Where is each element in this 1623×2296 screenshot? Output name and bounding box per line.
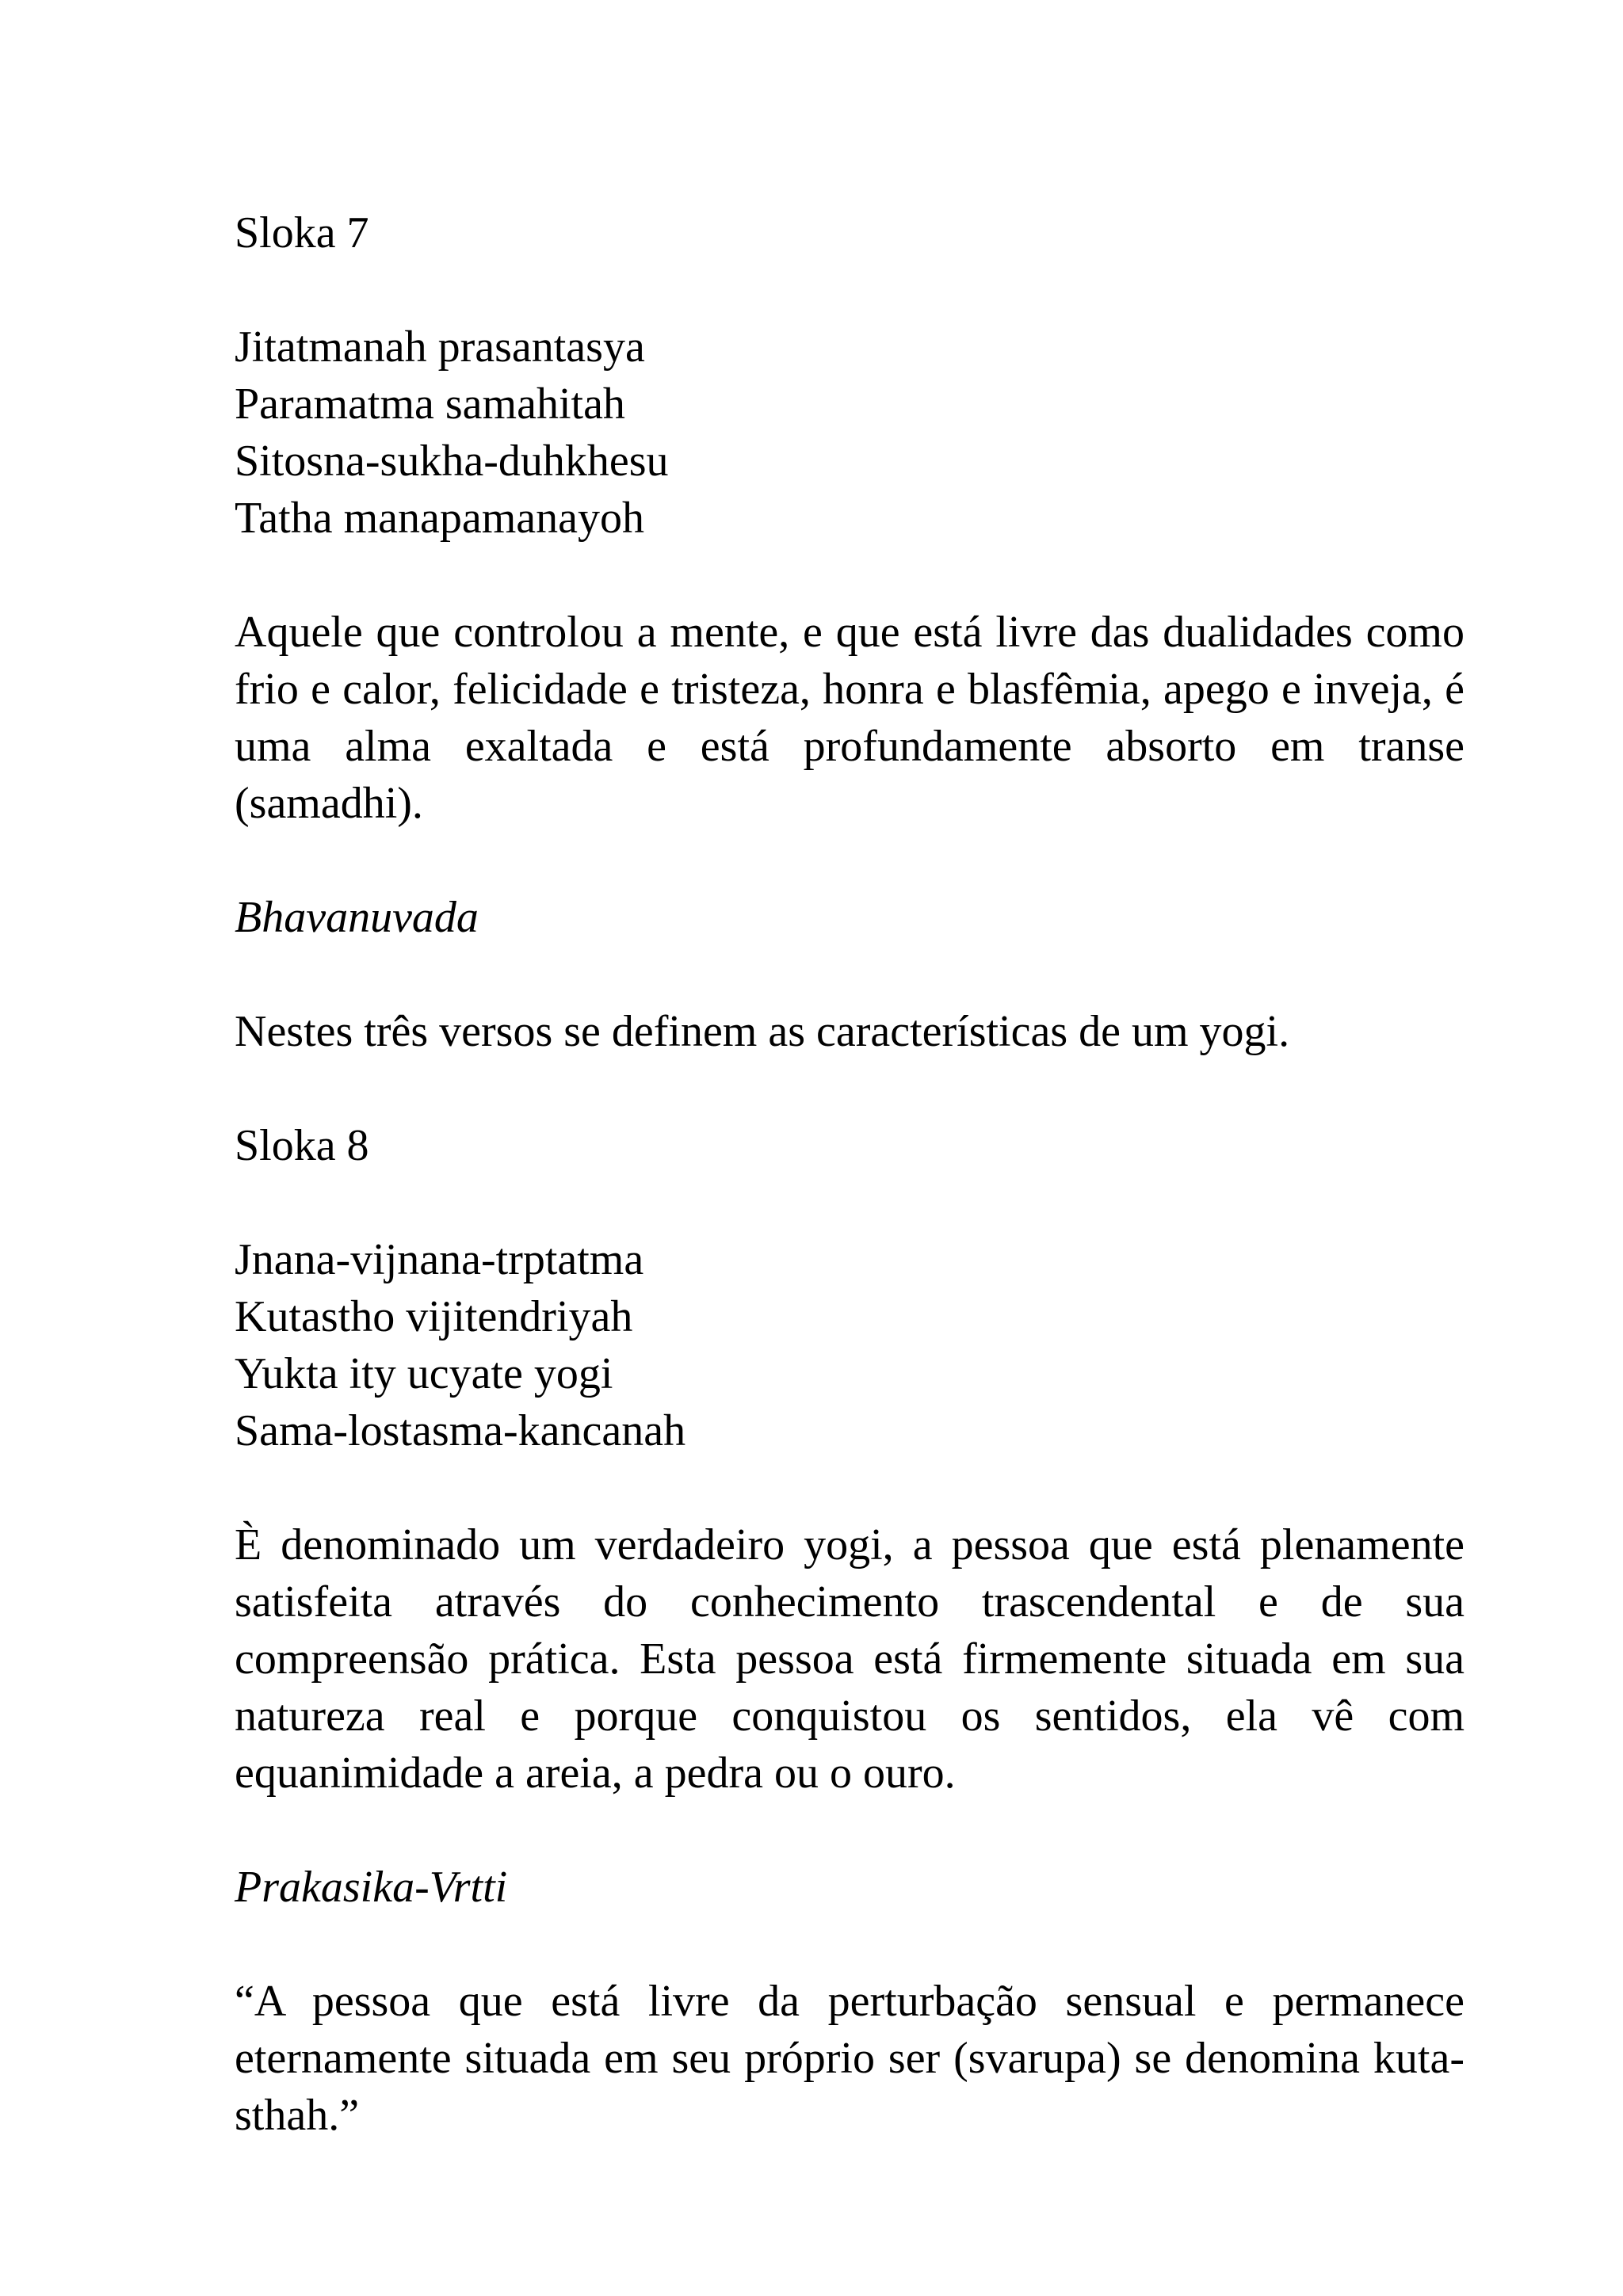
sloka-7-commentary: Nestes três versos se definem as características de um yogi. [235, 1007, 1290, 1056]
sloka-8-commentary: “A pessoa que está livre da perturbação sensual e permanece eternamente situada em seu próprio ser (svarupa) se denomina kuta-sthah.” [235, 1977, 1465, 2140]
sloka-8-commentary-title: Prakasika-Vrtti [235, 1863, 508, 1912]
verse-line: Jnana-vijnana-trptatma [235, 1235, 644, 1284]
document-page [235, 204, 1465, 2144]
verse-line: Yukta ity ucyate yogi [235, 1349, 613, 1398]
spacer [235, 1916, 1465, 1973]
sloka-7-commentary-title: Bhavanuvada [235, 893, 479, 942]
sloka-8-translation: È denominado um verdadeiro yogi, a pessoa que está plenamente satisfeita através do conhecimento trascendental e de sua compreensão prática. Esta pessoa está firmemente situada em sua natureza real e porque conquistou os sentidos, ela vê com equanimidade a areia, a pedra ou o ouro. [235, 1520, 1465, 1798]
verse-line: Jitatmanah prasantasya [235, 322, 645, 372]
spacer [235, 946, 1465, 1003]
sloka-7-heading: Sloka 7 [235, 208, 369, 257]
verse-line: Kutastho vijitendriyah [235, 1292, 633, 1341]
spacer [235, 547, 1465, 604]
sloka-8-heading: Sloka 8 [235, 1121, 369, 1170]
spacer [235, 1060, 1465, 1117]
spacer [235, 1459, 1465, 1516]
spacer [235, 261, 1465, 318]
sloka-7-verse [235, 318, 1465, 547]
verse-line: Sitosna-sukha-duhkhesu [235, 437, 669, 486]
verse-line: Paramatma samahitah [235, 379, 625, 429]
sloka-8-verse [235, 1231, 1465, 1459]
spacer [235, 1174, 1465, 1231]
sloka-7-translation: Aquele que controlou a mente, e que está livre das dualidades como frio e calor, felicidade e tristeza, honra e blasfêmia, apego e inveja, é uma alma exaltada e está profundamente absorto em transe (samadhi). [235, 608, 1465, 828]
verse-line: Tatha manapamanayoh [235, 494, 644, 543]
spacer [235, 1802, 1465, 1859]
verse-line: Sama-lostasma-kancanah [235, 1406, 686, 1455]
spacer [235, 832, 1465, 889]
